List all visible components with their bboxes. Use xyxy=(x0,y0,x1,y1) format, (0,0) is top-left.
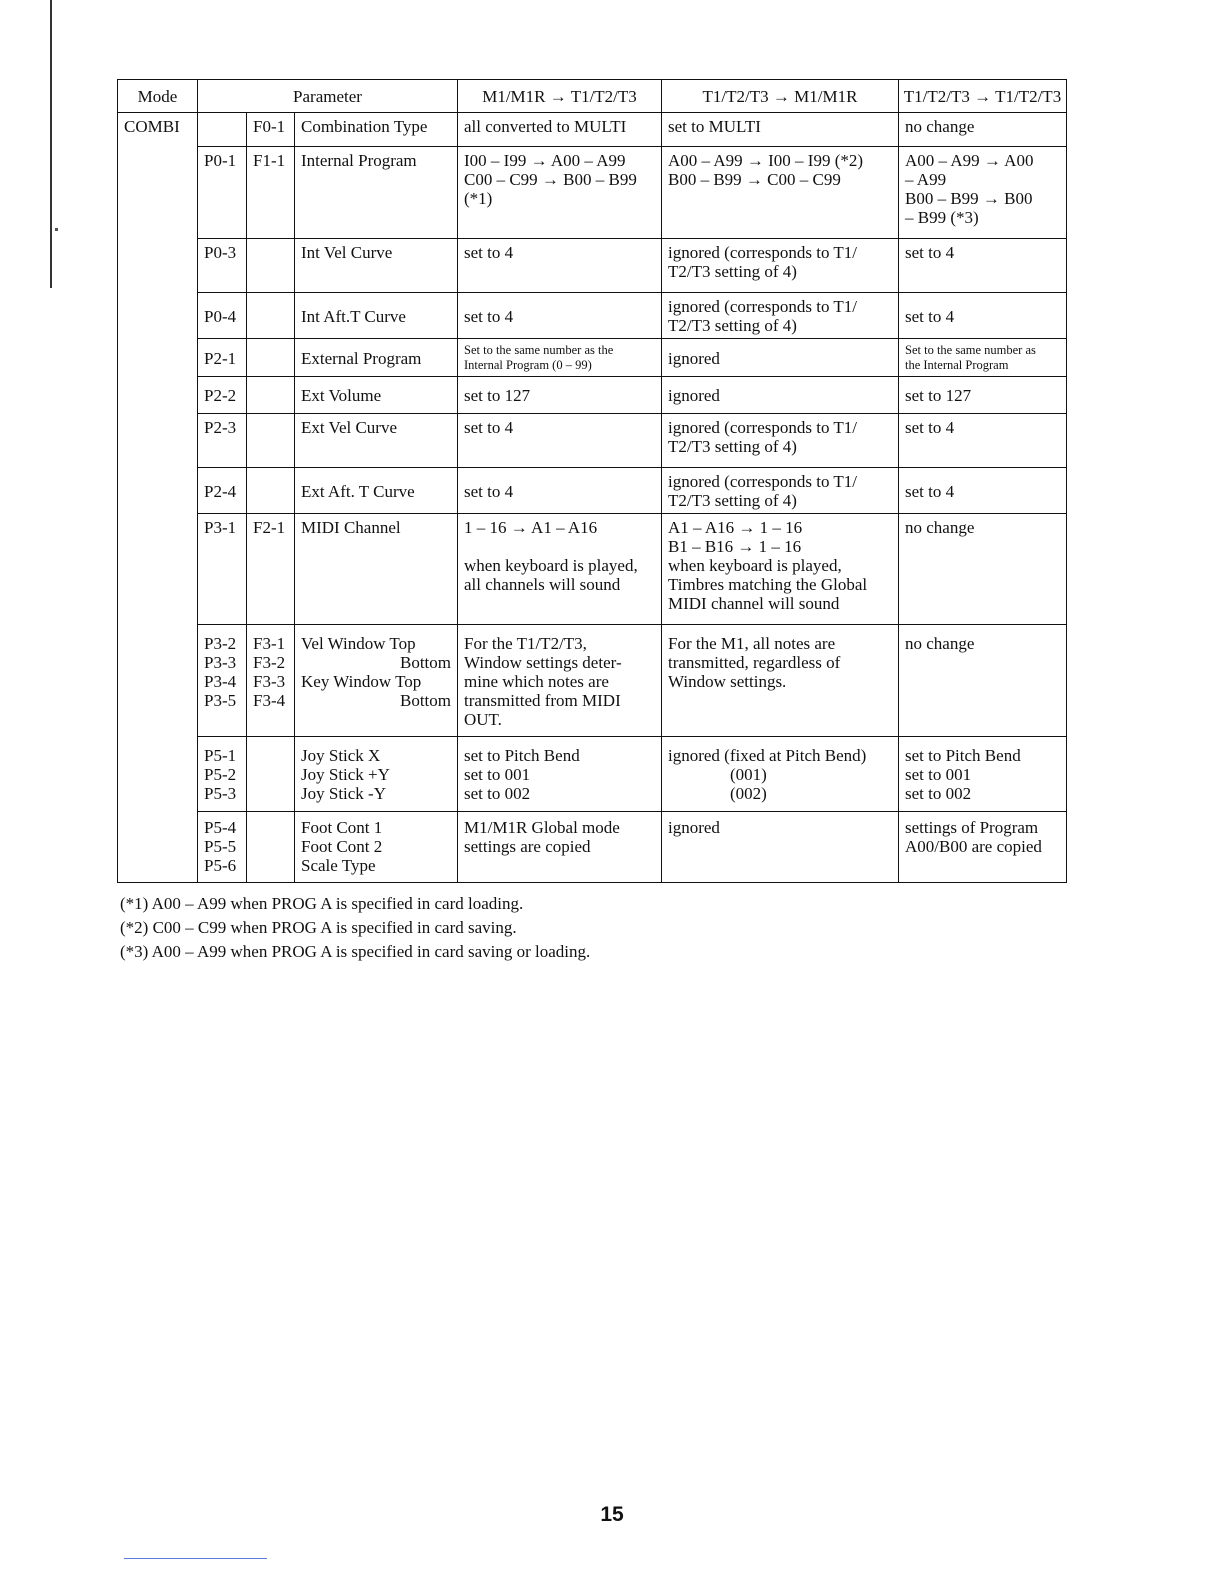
param-line: Bottom xyxy=(399,691,451,710)
table-header-row xyxy=(118,80,1067,113)
function-code: F0-1 xyxy=(247,113,295,147)
page-code: P2-4 xyxy=(198,468,247,514)
t-to-m1-value: set to MULTI xyxy=(662,113,899,147)
bottom-rule xyxy=(124,1558,267,1559)
function-code: F2-1 xyxy=(247,514,295,625)
page-code: P2-3 xyxy=(198,414,247,468)
header-t-to-m1: T1/T2/T3 → M1/M1R xyxy=(662,80,899,113)
parameter-name: Internal Program xyxy=(295,147,458,239)
table-row xyxy=(118,377,1067,414)
function-code xyxy=(247,414,295,468)
t-to-t-value: A00 – A99 → A00 – A99 B00 – B99 → B00 – B99 (*3) xyxy=(899,147,1067,239)
function-code xyxy=(247,293,295,339)
page-code: P3-2 P3-3 P3-4 P3-5 xyxy=(198,625,247,737)
m1-to-t-value: set to 4 xyxy=(458,239,662,293)
t-to-m1-value: For the M1, all notes are transmitted, regardless of Window settings. xyxy=(662,625,899,737)
t-to-m1-value: ignored xyxy=(662,377,899,414)
t-to-t-value: settings of Program A00/B00 are copied xyxy=(899,812,1067,883)
t-to-t-value: set to 127 xyxy=(899,377,1067,414)
table-row xyxy=(118,239,1067,293)
table-row xyxy=(118,812,1067,883)
footnote-3: (*3) A00 – A99 when PROG A is specified in card saving or loading. xyxy=(120,942,591,961)
m1-to-t-value: Set to the same number as the Internal Program (0 – 99) xyxy=(458,339,662,377)
t-to-m1-value: ignored (corresponds to T1/ T2/T3 setting of 4) xyxy=(662,239,899,293)
footnote-2: (*2) C00 – C99 when PROG A is specified in card saving. xyxy=(120,918,517,937)
t-to-t-value: set to 4 xyxy=(899,468,1067,514)
param-line: Bottom xyxy=(399,653,451,672)
header-mode: Mode xyxy=(118,80,198,113)
parameter-name: Joy Stick X Joy Stick +Y Joy Stick -Y xyxy=(295,737,458,812)
m1-to-t-value: For the T1/T2/T3, Window settings deter- mine which notes are transmitted from MIDI OUT. xyxy=(458,625,662,737)
table-row xyxy=(118,147,1067,239)
page-code xyxy=(198,113,247,147)
param-line: Vel Window Top xyxy=(301,634,416,653)
t-to-m1-value: ignored xyxy=(662,812,899,883)
function-code: F3-1 F3-2 F3-3 F3-4 xyxy=(247,625,295,737)
page-code: P2-2 xyxy=(198,377,247,414)
t-to-t-value: no change xyxy=(899,514,1067,625)
function-code xyxy=(247,239,295,293)
m1-to-t-value: set to 4 xyxy=(458,293,662,339)
function-code xyxy=(247,812,295,883)
m1-to-t-value: set to 127 xyxy=(458,377,662,414)
conversion-table xyxy=(117,79,1067,883)
margin-rule xyxy=(50,0,52,288)
t-to-t-value: Set to the same number as the Internal Program xyxy=(899,339,1067,377)
t-to-m1-value: ignored xyxy=(662,339,899,377)
value-line: ignored (fixed at Pitch Bend) xyxy=(668,746,867,765)
function-code xyxy=(247,737,295,812)
margin-mark xyxy=(55,228,58,231)
function-code xyxy=(247,339,295,377)
m1-to-t-value: all converted to MULTI xyxy=(458,113,662,147)
table-row xyxy=(118,514,1067,625)
mode-cell: COMBI xyxy=(118,113,198,883)
table-row xyxy=(118,339,1067,377)
parameter-name: Ext Volume xyxy=(295,377,458,414)
header-t-to-t: T1/T2/T3 → T1/T2/T3 xyxy=(899,80,1067,113)
parameter-name: MIDI Channel xyxy=(295,514,458,625)
t-to-t-value: set to 4 xyxy=(899,414,1067,468)
page-code: P0-1 xyxy=(198,147,247,239)
page-code: P2-1 xyxy=(198,339,247,377)
m1-to-t-value: I00 – I99 → A00 – A99 C00 – C99 → B00 – B99 (*1) xyxy=(458,147,662,239)
m1-to-t-value: set to 4 xyxy=(458,468,662,514)
m1-to-t-value: set to 4 xyxy=(458,414,662,468)
function-code xyxy=(247,468,295,514)
t-to-t-value: set to 4 xyxy=(899,239,1067,293)
table-row xyxy=(118,293,1067,339)
page-code: P0-3 xyxy=(198,239,247,293)
t-to-t-value: no change xyxy=(899,113,1067,147)
parameter-name: Int Aft.T Curve xyxy=(295,293,458,339)
t-to-t-value: set to Pitch Bend set to 001 set to 002 xyxy=(899,737,1067,812)
footnotes xyxy=(120,892,590,964)
t-to-m1-value: ignored (corresponds to T1/ T2/T3 setting of 4) xyxy=(662,293,899,339)
t-to-m1-value: A00 – A99 → I00 – I99 (*2) B00 – B99 → C00 – C99 xyxy=(662,147,899,239)
function-code xyxy=(247,377,295,414)
value-line: (002) xyxy=(730,784,767,803)
page-number: 15 xyxy=(600,1503,624,1526)
m1-to-t-value: set to Pitch Bend set to 001 set to 002 xyxy=(458,737,662,812)
parameter-name: Foot Cont 1 Foot Cont 2 Scale Type xyxy=(295,812,458,883)
t-to-m1-value: ignored (corresponds to T1/ T2/T3 setting of 4) xyxy=(662,414,899,468)
parameter-name xyxy=(295,625,458,737)
t-to-t-value: set to 4 xyxy=(899,293,1067,339)
m1-to-t-value: 1 – 16 → A1 – A16 when keyboard is played, all channels will sound xyxy=(458,514,662,625)
footnote-1: (*1) A00 – A99 when PROG A is specified in card loading. xyxy=(120,894,524,913)
m1-to-t-value: M1/M1R Global mode settings are copied xyxy=(458,812,662,883)
parameter-name: Ext Vel Curve xyxy=(295,414,458,468)
page-code: P5-4 P5-5 P5-6 xyxy=(198,812,247,883)
header-parameter: Parameter xyxy=(198,80,458,113)
param-line: Key Window Top xyxy=(301,672,422,691)
table-row xyxy=(118,625,1067,737)
table-row xyxy=(118,113,1067,147)
t-to-m1-value xyxy=(662,737,899,812)
parameter-name: Int Vel Curve xyxy=(295,239,458,293)
function-code: F1-1 xyxy=(247,147,295,239)
parameter-name: Ext Aft. T Curve xyxy=(295,468,458,514)
t-to-m1-value: ignored (corresponds to T1/ T2/T3 setting of 4) xyxy=(662,468,899,514)
parameter-name: Combination Type xyxy=(295,113,458,147)
page-code: P0-4 xyxy=(198,293,247,339)
table-row xyxy=(118,468,1067,514)
value-line: (001) xyxy=(730,765,767,784)
header-m1-to-t: M1/M1R → T1/T2/T3 xyxy=(458,80,662,113)
t-to-t-value: no change xyxy=(899,625,1067,737)
t-to-m1-value: A1 – A16 → 1 – 16 B1 – B16 → 1 – 16 when keyboard is played, Timbres matching the Global MIDI channel will sound xyxy=(662,514,899,625)
page-code: P3-1 xyxy=(198,514,247,625)
table-row xyxy=(118,737,1067,812)
table-row xyxy=(118,414,1067,468)
page-code: P5-1 P5-2 P5-3 xyxy=(198,737,247,812)
parameter-name: External Program xyxy=(295,339,458,377)
